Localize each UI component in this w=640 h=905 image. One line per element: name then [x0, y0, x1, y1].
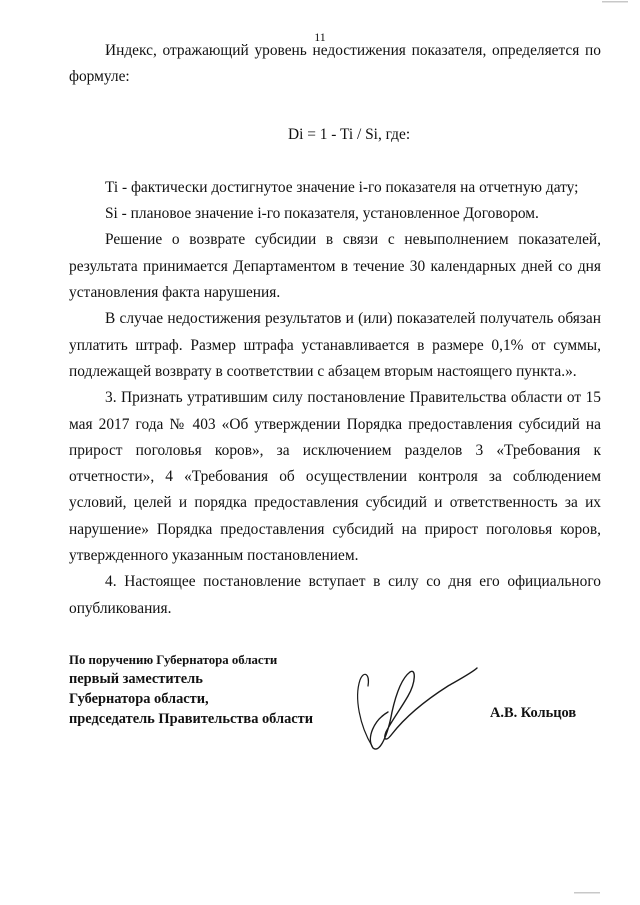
formula: Di = 1 - Ti / Si, где: [288, 125, 411, 143]
page-number: 11 [314, 30, 326, 44]
paragraph-ti-definition: Ti - фактически достигнутое значение i-го показателя на отчетную дату; [105, 178, 579, 196]
signature-position-line-1: первый заместитель [69, 671, 203, 687]
paragraph-si-definition: Si - плановое значение i-го показателя, установленное Договором. [105, 205, 539, 223]
scan-mark-icon [602, 0, 628, 4]
paragraph-refund-decision: Решение о возврате субсидии в связи с невыполнением показателей, результата принимается Департаментом в течение 30 календарных дней со дня установления факта нарушения. [69, 231, 601, 302]
paragraph-item-3: 3. Признать утратившим силу постановление Правительства области от 15 мая 2017 года № 403 «Об утверждении Порядка предоставления субсидий на прирост поголовья коров», за исключением разделов 3 «Требования к отчетности», 4 «Требования об осуществлении контроля за соблюдением условий, целей и порядка предоставления субсидий и ответственность за их нарушение» Порядка предоставления субсидий на прирост поголовья коров, утвержденного указанным постановлением. [69, 389, 601, 565]
signature-authority-line: По поручению Губернатора области [69, 653, 278, 667]
signature-position-line-2: Губернатора области, [69, 691, 209, 707]
handwritten-signature-icon [330, 660, 480, 755]
paragraph-item-4: 4. Настоящее постановление вступает в силу со дня его официального опубликования. [69, 573, 601, 617]
document-body [69, 38, 601, 622]
paragraph-penalty: В случае недостижения результатов и (или) показателей получатель обязан уплатить штраф. Размер штрафа устанавливается в размере 0,1% от суммы, подлежащей возврату в соответствии с абзацем вторым настоящего пункта.». [69, 310, 601, 380]
paragraph-index-definition: Индекс, отражающий уровень недостижения показателя, определяется по формуле: [69, 42, 601, 86]
scan-mark-icon [574, 891, 600, 895]
signature-position-line-3: председатель Правительства области [69, 711, 314, 727]
signer-name: А.В. Кольцов [490, 705, 577, 721]
